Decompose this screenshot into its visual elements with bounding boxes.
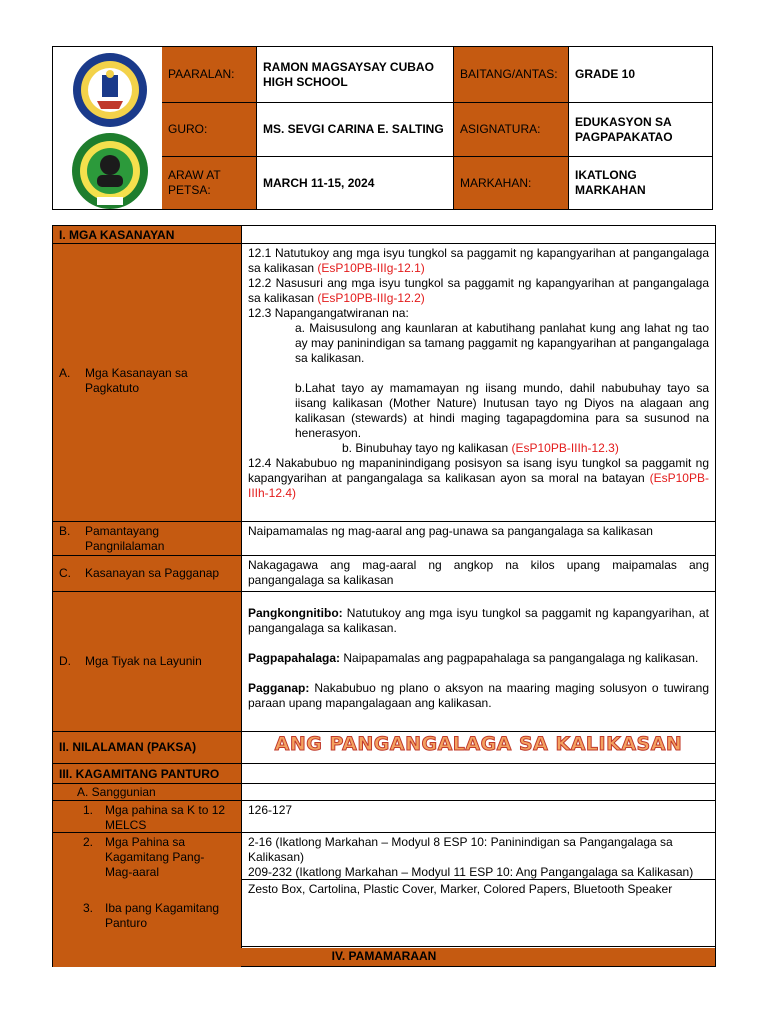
baitang-value: GRADE 10: [569, 47, 712, 103]
item1-value: 126-127: [241, 801, 715, 833]
row-a-label: [53, 244, 241, 522]
competency-12-2: 12.2 Nasusuri ang mga isyu tungkol sa paggamit ng kapangyarihan at pangangalaga sa kalikasan (EsP10PB-IIIg-12.2): [248, 276, 709, 305]
row-d-label: D. Mga Tiyak na Layunin: [53, 592, 241, 732]
code-12-2: (EsP10PB-IIIg-12.2): [317, 291, 425, 305]
code-12-4: (EsP10PB-IIIh-12.4): [248, 471, 709, 500]
section4-heading: IV. PAMAMARAAN: [53, 948, 715, 966]
row-c-text: Kasanayan sa Pagganap: [85, 566, 220, 580]
section1-heading: I. MGA KASANAYAN: [53, 226, 241, 244]
row-b-text: Pamantayang Pangnilalaman: [85, 524, 165, 553]
competency-12-3-a: a. Maisusulong ang kaunlaran at kabutihang panlahat kung ang lahat ng tao ay may paninindigan sa tamang paggamit ng kapangyarihan at pangangalaga sa kalikasan.: [295, 321, 709, 365]
item2-text: Mga Pahina sa Kagamitang Pang-Mag-aaral: [105, 835, 205, 879]
lesson-table: [52, 225, 716, 967]
competency-12-1: 12.1 Natutukoy ang mga isyu tungkol sa paggamit ng kapangyarihan at pangangalaga sa kalikasan (EsP10PB-IIIg-12.1): [248, 246, 709, 275]
row-a-letter: A.: [59, 366, 71, 380]
school-seal-icon: [72, 133, 148, 209]
item3-value: Zesto Box, Cartolina, Plastic Cover, Marker, Colored Papers, Bluetooth Speaker: [241, 880, 715, 947]
row-b-label: B. Pamantayang Pangnilalaman: [53, 522, 241, 556]
item23-label: 2. Mga Pahina sa Kagamitang Pang-Mag-aaral 3. Iba pang Kagamitang Panturo: [53, 833, 241, 967]
section3-heading-blank: [241, 764, 715, 784]
section3-heading: III. KAGAMITANG PANTURO: [53, 764, 241, 784]
araw-label: ARAW AT PETSA:: [162, 157, 257, 209]
item1-text: Mga pahina sa K to 12 MELCS: [105, 803, 226, 832]
sanggunian-label: A. Sanggunian: [53, 784, 241, 801]
item3-text: Iba pang Kagamitang Panturo: [105, 901, 220, 930]
sanggunian-blank: [241, 784, 715, 801]
logos-cell: [53, 47, 163, 209]
paaralan-value: RAMON MAGSAYSAY CUBAO HIGH SCHOOL: [257, 47, 454, 103]
school-logos: [53, 47, 162, 209]
objective-affective: Pagpapahalaga: Naipapamalas ang pagpapahalaga sa pangangalaga ng kalikasan.: [248, 651, 699, 665]
item2-value-2: 209-232 (Ikatlong Markahan – Modyul 11 ESP 10: Ang Pangangalaga sa Kalikasan): [248, 865, 694, 879]
header-table: [52, 46, 713, 210]
lesson-title: ANG PANGANGALAGA SA KALIKASAN: [241, 732, 715, 764]
markahan-value: IKATLONG MARKAHAN: [575, 168, 646, 197]
asignatura-label: ASIGNATURA:: [454, 103, 569, 157]
row-d-content: [241, 592, 715, 732]
section2-heading: II. NILALAMAN (PAKSA): [53, 732, 241, 764]
code-12-3: (EsP10PB-IIIh-12.3): [511, 441, 619, 455]
objective-cognitive: Pangkongnitibo: Natutukoy ang mga isyu tungkol sa paggamit ng kapangyarihan, at pangangalaga sa kalikasan.: [248, 606, 709, 635]
row-a-content: [241, 244, 715, 522]
paaralan-label: PAARALAN:: [162, 47, 257, 103]
objective-psychomotor: Pagganap: Nakabubuo ng plano o aksyon na maaring maging solusyon o tuwirang paraan upang mapangalagaan ang kalikasan.: [248, 681, 709, 710]
competency-12-4: 12.4 Nakabubuo ng mapaninindigang posisyon sa isang isyu tungkol sa paggamit ng kapangyarihan at pangangalaga sa kalikasan ayon sa moral na batayan (EsP10PB-IIIh-12.4): [248, 456, 709, 500]
row-c-label: C. Kasanayan sa Pagganap: [53, 556, 241, 592]
competency-12-3-b2: b. Binubuhay tayo ng kalikasan (EsP10PB-IIIh-12.3): [342, 441, 619, 455]
competency-12-3-b: b.Lahat tayo ay mamamayan ng iisang mundo, dahil nabubuhay tayo sa iisang kalikasan (Mother Nature) Inutusan tayo ng Diyos na alagaan ang kalikasan (stewards) at hindi maging tagapagdomina para sa susunod na henerasyon.: [295, 381, 709, 440]
araw-value: MARCH 11-15, 2024: [257, 157, 454, 209]
asignatura-value: EDUKASYON SA PAGPAPAKATAO: [569, 103, 712, 157]
row-b-content: Naipamamalas ng mag-aaral ang pag-unawa sa pangangalaga sa kalikasan: [241, 522, 715, 556]
baitang-label: BAITANG/ANTAS:: [454, 47, 569, 103]
deped-seal-icon: [73, 53, 147, 127]
row-d-text: Mga Tiyak na Layunin: [85, 654, 202, 668]
item2-value-1: 2-16 (Ikatlong Markahan – Modyul 8 ESP 10: Paninindigan sa Pangangalaga sa Kalikasan): [248, 835, 673, 864]
item1-label: 1. Mga pahina sa K to 12 MELCS: [53, 801, 241, 833]
competency-12-3: 12.3 Napangangatwiranan na:: [248, 306, 409, 320]
guro-label: GURO:: [162, 103, 257, 157]
row-a-text: Mga Kasanayan sa Pagkatuto: [85, 366, 188, 395]
markahan-label: MARKAHAN:: [454, 157, 569, 209]
section1-heading-blank: [241, 226, 715, 244]
code-12-1: (EsP10PB-IIIg-12.1): [317, 261, 425, 275]
row-c-content: Nakagagawa ang mag-aaral ng angkop na kilos upang maipamalas ang pangangalaga sa kalikasan: [241, 556, 715, 592]
guro-value: MS. SEVGI CARINA E. SALTING: [257, 103, 454, 157]
item2-value: [241, 833, 715, 880]
